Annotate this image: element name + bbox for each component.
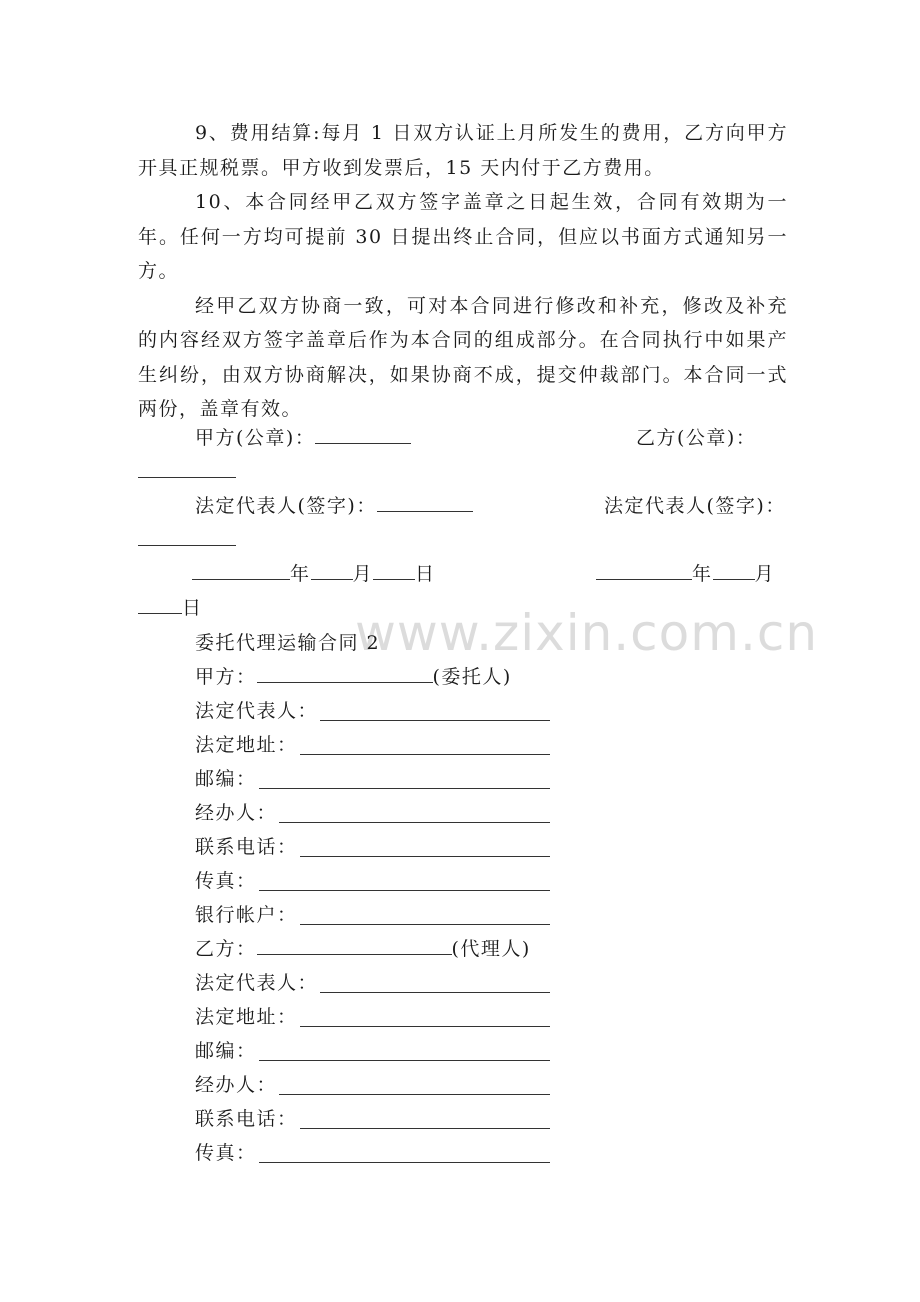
- contract2-title: 委托代理运输合同 2: [195, 632, 381, 654]
- party-b-field-blank: [259, 1038, 550, 1061]
- party-b-seal-blank: [138, 455, 236, 478]
- party-a-field-blank: [259, 868, 550, 891]
- party-b-field-blank: [300, 1106, 550, 1129]
- party-a-seal-blank: [315, 421, 411, 444]
- party-b-field-blank: [320, 970, 550, 993]
- date-b-day-label: 日: [182, 597, 203, 619]
- party-b-field-blank: [300, 1004, 550, 1027]
- date-a-day-label: 日: [415, 563, 436, 585]
- rep-a-line: [195, 489, 473, 523]
- party-a-label: 甲方：: [195, 666, 257, 688]
- party-a-line: [195, 660, 512, 694]
- party-a-field-blank: [320, 698, 550, 721]
- party-b-field-label: 法定地址：: [195, 1006, 298, 1028]
- party-b-role: (代理人): [451, 938, 531, 960]
- party-b-field-blank: [259, 1140, 550, 1163]
- date-a-month-label: 月: [352, 563, 374, 585]
- rep-b-blank: [138, 523, 236, 546]
- party-b-seal-blank-row: [138, 455, 236, 489]
- date-b-year-label: 年: [692, 563, 713, 585]
- party-b-label: 乙方：: [195, 938, 257, 960]
- party-b-field-label: 邮编：: [195, 1040, 257, 1062]
- rep-b-line: [604, 489, 786, 523]
- party-b-seal-label: 乙方(公章)：: [636, 427, 757, 449]
- party-b-line: [195, 932, 531, 966]
- party-b-field-row: [195, 1000, 298, 1034]
- clause-amendment: 经甲乙双方协商一致，可对本合同进行修改和补充，修改及补充的内容经双方签字盖章后作为本合同的组成部分。在合同执行中如果产生纠纷，由双方协商解决，如果协商不成，提交仲裁部门。本合同一式两份，盖章有效。: [138, 294, 788, 420]
- party-a-field-label: 传真：: [195, 870, 257, 892]
- party-b-field-label: 法定代表人：: [195, 972, 319, 994]
- rep-a-blank: [377, 489, 473, 512]
- clause-9: 9、费用结算:每月 1 日双方认证上月所发生的费用，乙方向甲方开具正规税票。甲方收到发票后，15 天内付于乙方费用。: [138, 122, 788, 179]
- date-a-year-blank: [192, 557, 290, 580]
- party-b-field-row: [195, 966, 318, 1000]
- rep-b-label: 法定代表人(签字)：: [604, 495, 786, 517]
- party-b-field-label: 联系电话：: [195, 1108, 298, 1130]
- party-a-field-row: [195, 898, 298, 932]
- date-b-day-row: [138, 591, 203, 625]
- party-a-field-row: [195, 830, 298, 864]
- date-b-month-label: 月: [754, 563, 776, 585]
- party-a-field-row: [195, 796, 277, 830]
- date-a-day-blank: [373, 557, 415, 580]
- terms-block: [138, 116, 788, 427]
- party-a-field-blank: [279, 800, 550, 823]
- party-a-field-row: [195, 762, 257, 796]
- party-a-field-label: 法定地址：: [195, 734, 298, 756]
- party-b-field-label: 传真：: [195, 1142, 257, 1164]
- party-a-field-label: 经办人：: [195, 802, 278, 824]
- party-a-field-blank: [259, 766, 550, 789]
- party-b-field-label: 经办人：: [195, 1074, 278, 1096]
- date-b-year-blank: [596, 557, 692, 580]
- date-b-day-blank: [138, 591, 182, 614]
- date-b-month-blank: [713, 557, 755, 580]
- party-b-field-row: [195, 1136, 257, 1170]
- party-b-field-blank: [279, 1072, 550, 1095]
- party-a-field-row: [195, 728, 298, 762]
- date-b-line: [596, 557, 775, 591]
- party-a-field-label: 邮编：: [195, 768, 257, 790]
- party-b-seal-line: [636, 421, 756, 455]
- date-a-year-label: 年: [290, 563, 311, 585]
- party-b-field-row: [195, 1068, 277, 1102]
- clause-10: 10、本合同经甲乙双方签字盖章之日起生效，合同有效期为一年。任何一方均可提前 30 日提出终止合同，但应以书面方式通知另一方。: [138, 191, 788, 282]
- site-watermark: www.zixin.com.cn: [355, 604, 819, 662]
- party-a-blank: [257, 660, 433, 683]
- party-a-field-label: 银行帐户：: [195, 904, 298, 926]
- party-a-field-row: [195, 864, 257, 898]
- party-a-field-label: 法定代表人：: [195, 700, 319, 722]
- party-a-field-blank: [300, 902, 550, 925]
- party-a-field-row: [195, 694, 318, 728]
- party-a-field-blank: [300, 732, 550, 755]
- rep-a-label: 法定代表人(签字)：: [195, 495, 377, 517]
- date-a-line: [192, 557, 436, 591]
- party-b-blank: [257, 932, 452, 955]
- party-a-field-blank: [300, 834, 550, 857]
- party-a-role: (委托人): [432, 666, 512, 688]
- rep-b-blank-row: [138, 523, 236, 557]
- date-a-month-blank: [311, 557, 353, 580]
- party-a-field-label: 联系电话：: [195, 836, 298, 858]
- party-a-seal-line: [195, 421, 411, 455]
- party-b-field-row: [195, 1034, 257, 1068]
- party-b-field-row: [195, 1102, 298, 1136]
- party-a-seal-label: 甲方(公章)：: [195, 427, 316, 449]
